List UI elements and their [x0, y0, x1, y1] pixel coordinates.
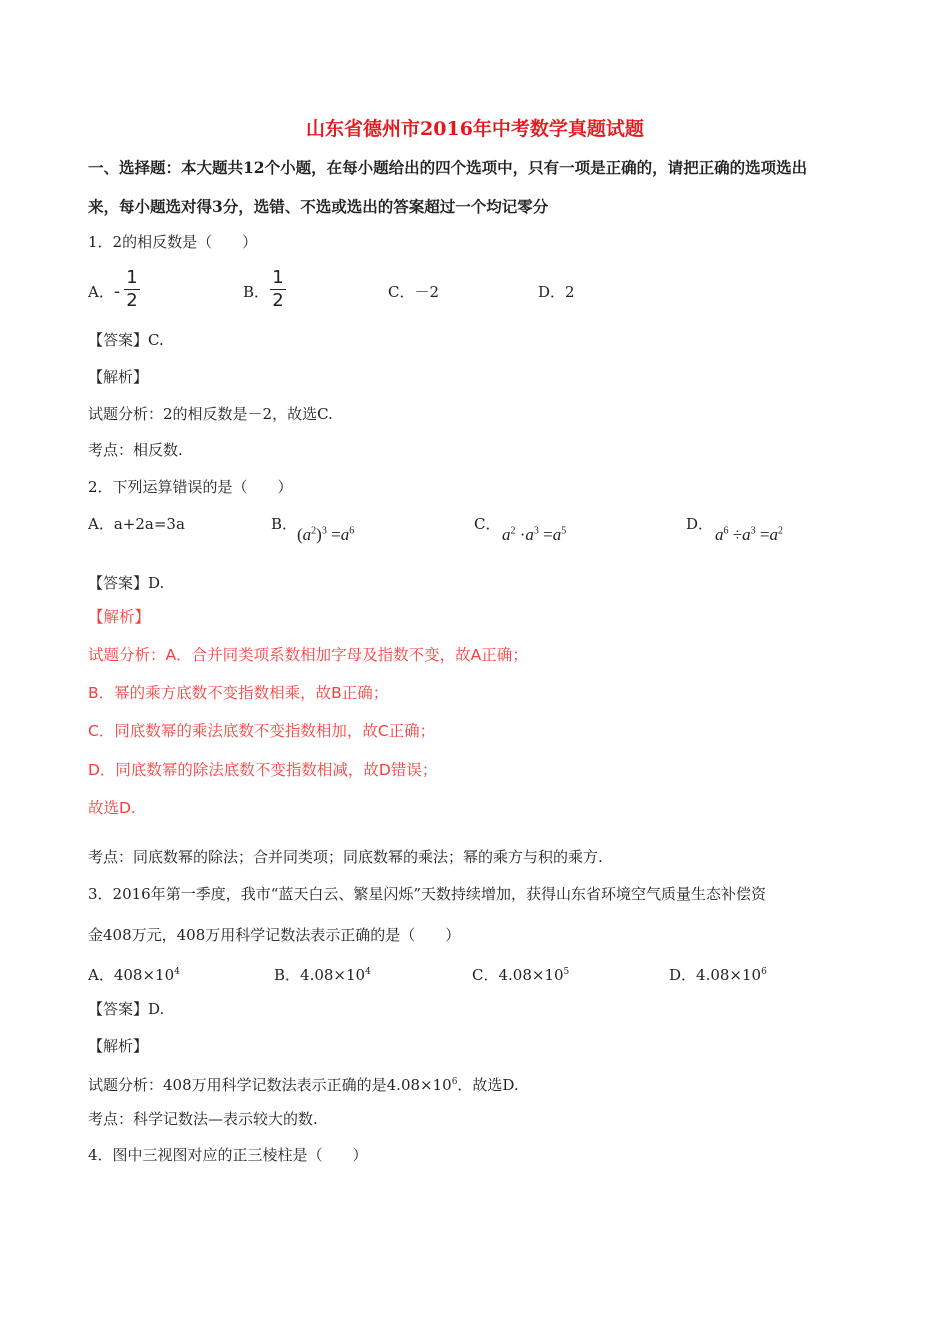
q1-option-b-numerator: 1: [272, 267, 284, 288]
q3-option-d-text: D．4.08×10: [669, 966, 762, 984]
q3-analysis: [88, 1072, 519, 1095]
q2-option-d-label: D．: [686, 515, 714, 533]
q1-option-a-denominator: 2: [126, 290, 138, 311]
section-instruction-line2: 来，每小题选对得3分，选错、不选或选出的答案超过一个均记零分: [88, 197, 549, 216]
q1-option-a-label: A．: [88, 283, 114, 301]
q1-option-c: C．－2: [388, 283, 440, 301]
q3-analysis-tail: ．故选D.: [457, 1076, 519, 1094]
q3-option-a-exponent: 4: [174, 967, 180, 977]
page-title: 山东省德州市2016年中考数学真题试题: [306, 118, 644, 140]
q2-option-c-expression: $a^2 \cdot a^3 =a^5$: [502, 525, 567, 544]
q3-analysis-text: 试题分析：408万用科学记数法表示正确的是4.08×10: [88, 1076, 452, 1094]
q1-option-a-fraction: [124, 268, 140, 311]
q1-answer: 【答案】C.: [88, 331, 164, 349]
q2-analysis-line: D．同底数幂的除法底数不变指数相减，故D错误；: [88, 761, 438, 779]
q2-option-b-label: B．: [271, 515, 298, 533]
q1-option-d: D．2: [538, 283, 575, 301]
q2-analysis-line: B．幂的乘方底数不变指数相乘，故B正确；: [88, 684, 389, 702]
q1-analysis-heading: 【解析】: [88, 368, 149, 386]
q3-stem-line2: 金408万元，408万用科学记数法表示正确的是（ ）: [88, 926, 461, 944]
q1-option-a-numerator: 1: [126, 267, 138, 288]
q3-option-d-exponent: 6: [761, 967, 767, 977]
q3-stem-line1: 3．2016年第一季度，我市“蓝天白云、繁星闪烁”天数持续增加，获得山东省环境空气质量生态补偿资: [88, 885, 767, 903]
q2-analysis-line: 故选D.: [88, 799, 136, 817]
q3-option-c-text: C．4.08×10: [472, 966, 564, 984]
q3-answer: 【答案】D.: [88, 1000, 165, 1018]
q1-option-b-fraction: [270, 268, 286, 311]
q2-option-b-expression: $(a^2)^3 =a^6$: [297, 525, 355, 544]
q3-option-b-exponent: 4: [365, 967, 371, 977]
q2-analysis-heading: 【解析】: [88, 608, 151, 626]
q1-option-b-denominator: 2: [272, 290, 284, 311]
q1-option-a-sign: -: [114, 281, 121, 302]
q2-option-d-expression: $a^6 \div a^3 =a^2$: [715, 525, 783, 544]
q3-analysis-exponent: 6: [451, 1077, 458, 1087]
q1-point: 考点：相反数.: [88, 441, 183, 459]
q3-option-b: [274, 962, 371, 985]
q2-analysis-line: C．同底数幂的乘法底数不变指数相加，故C正确；: [88, 722, 436, 740]
q3-option-a: [88, 962, 180, 985]
q1-option-b-label: B．: [243, 283, 270, 301]
q3-option-c-exponent: 5: [563, 967, 570, 977]
q1-stem: 1．2的相反数是（ ）: [88, 233, 258, 251]
section-instruction-line1: 一、选择题：本大题共12个小题，在每小题给出的四个选项中，只有一项是正确的，请把正确的选项选出: [88, 158, 808, 177]
q2-analysis-line: 试题分析：A．合并同类项系数相加字母及指数不变，故A正确；: [88, 646, 528, 664]
q2-option-c-label: C．: [474, 515, 501, 533]
q2-option-a: A．a+2a=3a: [88, 515, 185, 533]
q3-option-d: [669, 962, 767, 985]
q2-answer: 【答案】D.: [88, 574, 165, 592]
q3-option-c: [472, 962, 569, 985]
q3-point: 考点：科学记数法—表示较大的数.: [88, 1110, 318, 1128]
q1-analysis: 试题分析：2的相反数是－2，故选C.: [88, 405, 333, 423]
q2-point: 考点：同底数幂的除法；合并同类项；同底数幂的乘法；幂的乘方与积的乘方.: [88, 848, 603, 866]
q4-stem: 4．图中三视图对应的正三棱柱是（ ）: [88, 1146, 368, 1164]
q3-option-b-text: B．4.08×10: [274, 966, 366, 984]
q3-option-a-text: A．408×10: [88, 966, 175, 984]
q3-analysis-heading: 【解析】: [88, 1037, 149, 1055]
q2-stem: 2．下列运算错误的是（ ）: [88, 478, 293, 496]
